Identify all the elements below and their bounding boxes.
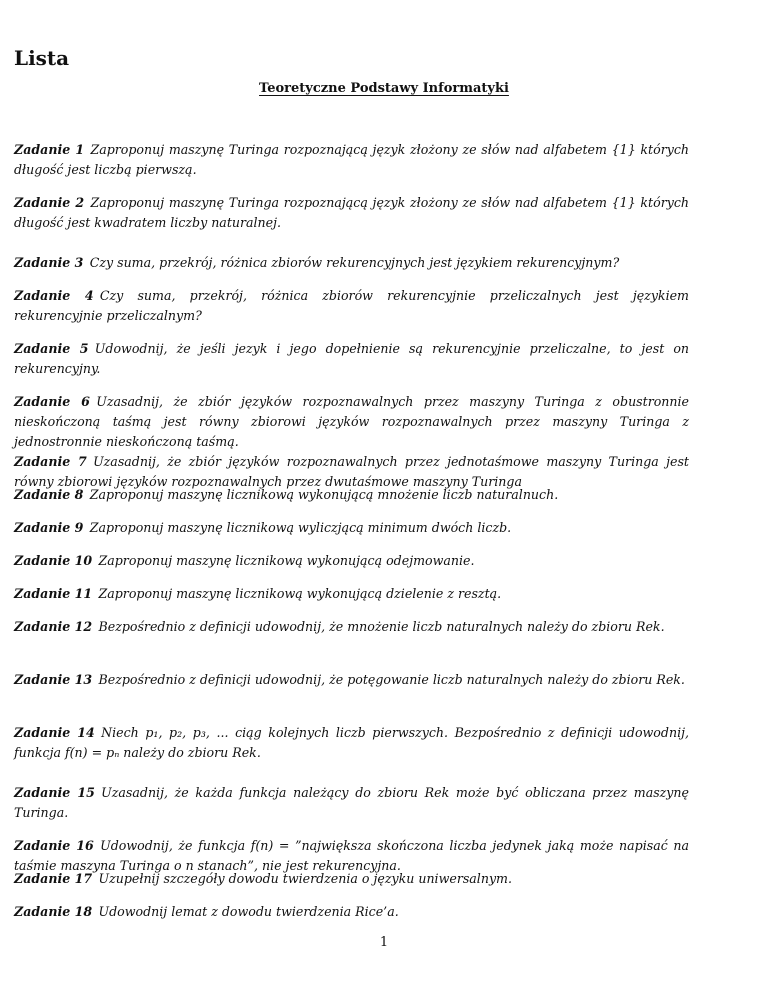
exercise-item	[14, 339, 689, 379]
exercise-text: Czy suma, przekrój, różnica zbiorów rekurencyjnych jest językiem rekurencyjnym?	[89, 255, 620, 270]
exercise-text: Zaproponuj maszynę Turinga rozpoznającą język złożony ze słów nad alfabetem {1} których długość jest kwadratem liczby naturalnej.	[14, 195, 689, 230]
exercise-text: Zaproponuj maszynę Turinga rozpoznającą język złożony ze słów nad alfabetem {1} których długość jest liczbą pierwszą.	[14, 142, 689, 177]
exercise-item	[14, 551, 689, 571]
course-subtitle: Teoretyczne Podstawy Informatyki	[259, 81, 509, 96]
exercise-text: Uzasadnij, że zbiór języków rozpoznawalnych przez maszyny Turinga z obustronnie nieskończoną taśmą jest równy zbiorowi języków rozpoznawalnych przez maszyny Turinga z jednostronnie nieskończoną taśmą.	[14, 394, 690, 449]
exercise-item	[14, 392, 689, 452]
exercise-text: Udowodnij lemat z dowodu twierdzenia Rice’a.	[98, 904, 399, 919]
exercise-label: Zadanie 1	[14, 142, 85, 157]
exercise-text: Bezpośrednio z definicji udowodnij, że potęgowanie liczb naturalnych należy do zbioru Rek.	[98, 672, 685, 687]
exercise-label: Zadanie 5	[14, 341, 89, 356]
exercise-text: Uzasadnij, że zbiór języków rozpoznawalnych przez jednotaśmowe maszyny Turinga jest równy zbiorowi języków rozpoznawalnych przez dwutaśmowe maszyny Turinga	[14, 454, 689, 489]
exercise-text: Bezpośrednio z definicji udowodnij, że mnożenie liczb naturalnych należy do zbioru Rek.	[98, 619, 665, 634]
exercise-label: Zadanie 17	[14, 871, 93, 886]
exercise-label: Zadanie 18	[14, 904, 93, 919]
exercise-item	[14, 670, 689, 690]
exercise-text: Uzupełnij szczegóły dowodu twierdzenia o języku uniwersalnym.	[98, 871, 513, 886]
exercise-item	[14, 869, 689, 889]
exercise-label: Zadanie 14	[14, 725, 95, 740]
exercise-item	[14, 783, 689, 823]
exercise-item	[14, 902, 689, 922]
exercise-label: Zadanie 12	[14, 619, 93, 634]
exercise-label: Zadanie 8	[14, 487, 84, 502]
exercise-label: Zadanie 11	[14, 586, 93, 601]
exercise-label: Zadanie 3	[14, 255, 84, 270]
exercise-item	[14, 140, 689, 180]
exercise-text: Udowodnij, że funkcja f(n) = ”największa skończona liczba jedynek jaką może napisać na taśmie maszyna Turinga o n stanach”, nie jest rekurencyjna.	[14, 838, 690, 873]
exercise-item	[14, 193, 689, 233]
exercise-label: Zadanie 6	[14, 394, 90, 409]
exercise-item	[14, 518, 689, 538]
exercise-label: Zadanie 16	[14, 838, 94, 853]
exercise-item	[14, 584, 689, 604]
exercise-label: Zadanie 2	[14, 195, 85, 210]
exercise-label: Zadanie 13	[14, 672, 93, 687]
exercise-text: Uzasadnij, że każda funkcja należący do zbioru Rek może być obliczana przez maszynę Turinga.	[14, 785, 689, 820]
exercise-item	[14, 723, 689, 763]
exercise-item	[14, 485, 689, 505]
exercise-text: Zaproponuj maszynę licznikową wykonującą mnożenie liczb naturalnuch.	[89, 487, 559, 502]
exercise-item	[14, 286, 689, 326]
exercise-text: Niech p₁, p₂, p₃, ... ciąg kolejnych liczb pierwszych. Bezpośrednio z definicji udowodnij, funkcja f(n) = pₙ należy do zbioru Rek.	[14, 725, 689, 760]
exercise-label: Zadanie 4	[14, 288, 94, 303]
exercise-label: Zadanie 10	[14, 553, 93, 568]
exercise-item	[14, 253, 689, 273]
exercise-text: Zaproponuj maszynę licznikową wykonującą dzielenie z resztą.	[98, 586, 502, 601]
exercise-text: Udowodnij, że jeśli jezyk i jego dopełnienie są rekurencyjnie przeliczalne, to jest on rekurencyjny.	[14, 341, 690, 376]
exercise-text: Czy suma, przekrój, różnica zbiorów rekurencyjnie przeliczalnych jest językiem rekurencyjnie przeliczalnym?	[14, 288, 689, 323]
exercise-label: Zadanie 9	[14, 520, 84, 535]
exercise-item	[14, 617, 689, 637]
page-number: 1	[379, 935, 389, 950]
exercise-text: Zaproponuj maszynę licznikową wyliczjącą minimum dwóch liczb.	[89, 520, 512, 535]
exercise-text: Zaproponuj maszynę licznikową wykonującą odejmowanie.	[98, 553, 475, 568]
exercise-label: Zadanie 15	[14, 785, 95, 800]
exercise-label: Zadanie 7	[14, 454, 87, 469]
page-title: Lista	[14, 46, 70, 70]
